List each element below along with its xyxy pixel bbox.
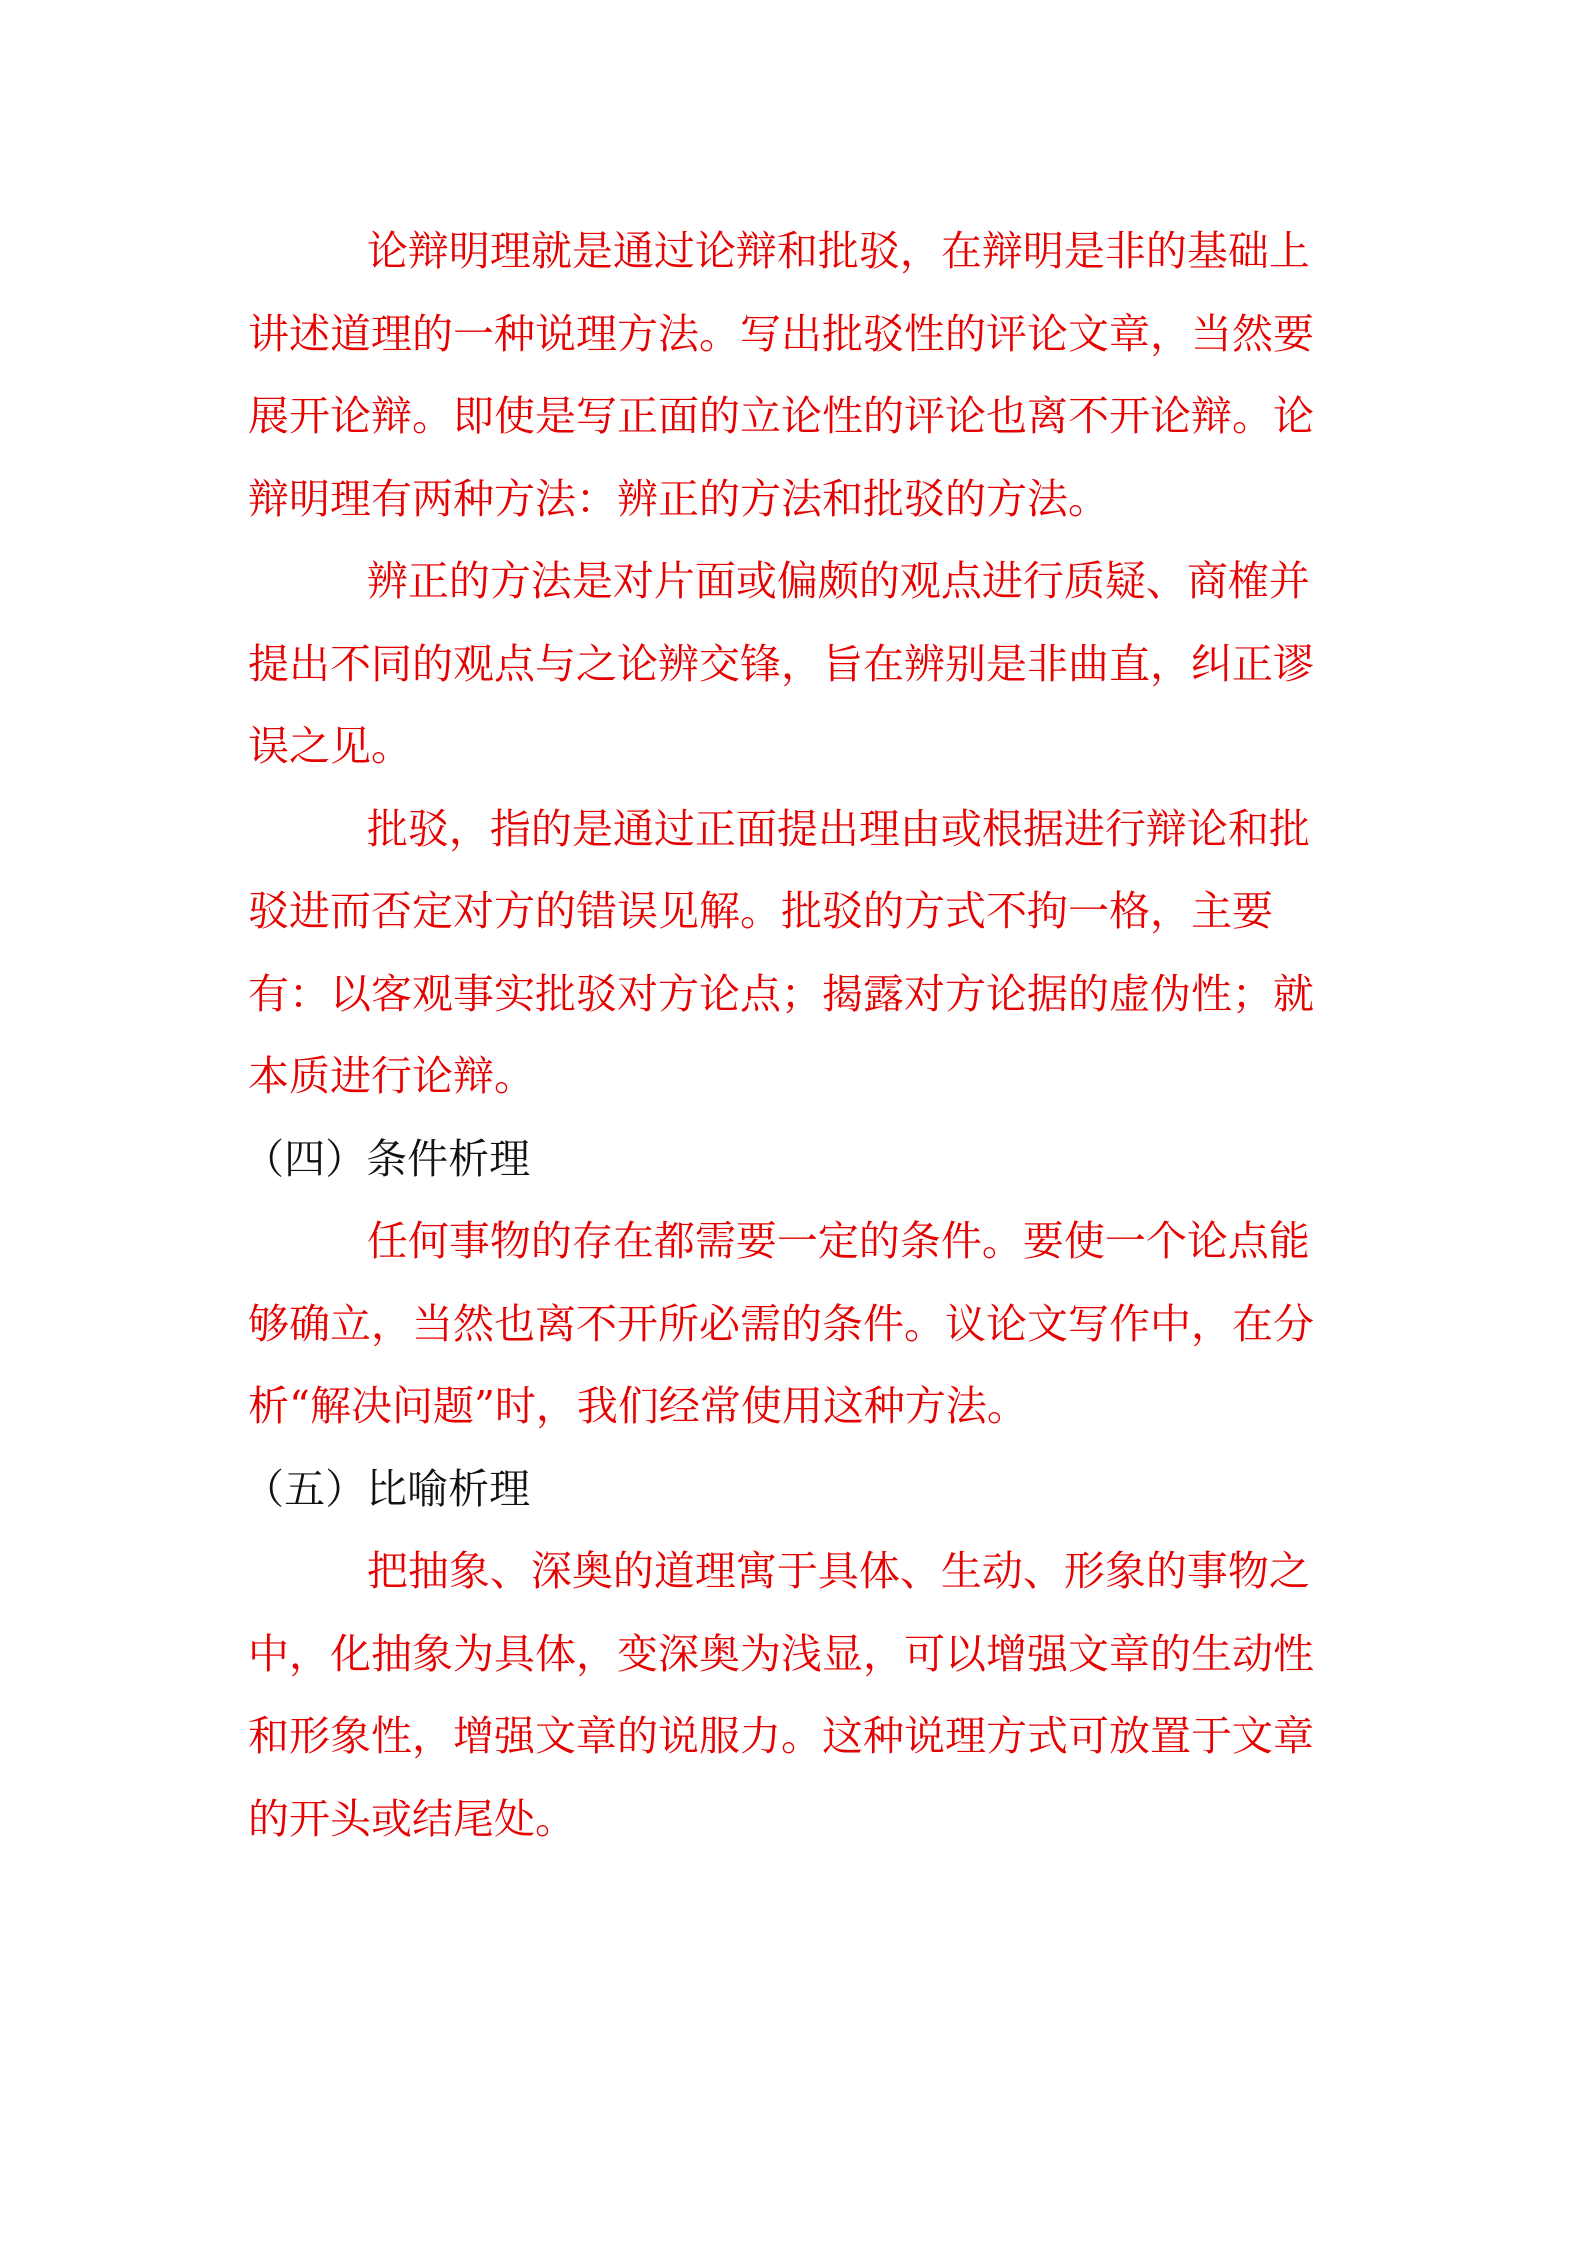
paragraph-rectification-method: 辨正的方法是对片面或偏颇的观点进行质疑、商榷并提出不同的观点与之论辨交锋，旨在辨别是非曲直，纠正谬误之见。: [248, 557, 1314, 770]
paragraph-metaphor-reasoning: 把抽象、深奥的道理寓于具体、生动、形象的事物之中，化抽象为具体，变深奥为浅显，可以增强文章的生动性和形象性，增强文章的说服力。这种说理方式可放置于文章的开头或结尾处。: [248, 1547, 1314, 1843]
document-body: [243, 210, 1348, 1860]
paragraph-debate-reasoning: 论辩明理就是通过论辩和批驳，在辩明是非的基础上讲述道理的一种说理方法。写出批驳性的评论文章，当然要展开论辩。即使是写正面的立论性的评论也离不开论辩。论辩明理有两种方法：辨正的方法和批驳的方法。: [248, 227, 1314, 523]
paragraph-conditions-reasoning: 任何事物的存在都需要一定的条件。要使一个论点能够确立，当然也离不开所必需的条件。议论文写作中，在分析“解决问题”时，我们经常使用这种方法。: [248, 1217, 1314, 1430]
paragraph-refutation-method: 批驳，指的是通过正面提出理由或根据进行辩论和批驳进而否定对方的错误见解。批驳的方式不拘一格，主要有：以客观事实批驳对方论点；揭露对方论据的虚伪性；就本质进行论辩。: [248, 804, 1314, 1100]
section-heading-conditions: （四）条件析理: [243, 1134, 531, 1183]
section-heading-metaphor: （五）比喻析理: [243, 1464, 531, 1513]
